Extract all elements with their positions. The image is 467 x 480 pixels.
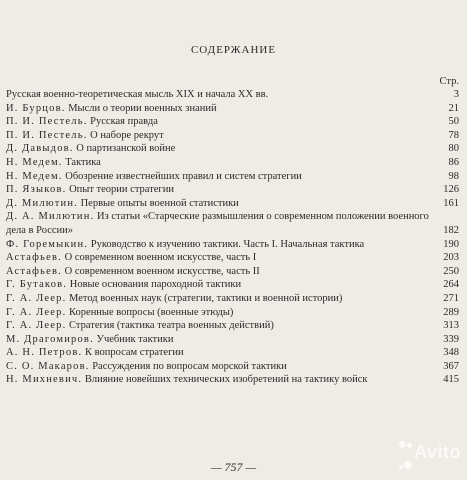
toc-entry-text xyxy=(6,102,241,116)
toc-entry-page: 190 xyxy=(440,238,459,252)
toc-entry-title: Русская правда xyxy=(90,116,158,128)
toc-entry-author: Д. А. Милютин. xyxy=(6,211,95,223)
toc-entry xyxy=(6,373,459,387)
toc-entry-title: Русская военно-теоретическая мысль XIX и начала XX вв. xyxy=(6,89,269,100)
toc-entry-page: 86 xyxy=(446,156,460,170)
toc-entry-author: Н. Михневич. xyxy=(6,374,83,386)
toc-entry-title: Рассуждения по вопросам морской тактики xyxy=(92,360,287,372)
toc-entry-page: 313 xyxy=(440,319,459,333)
toc-entry-title: Влияние новейших технических изобретений на тактику войск xyxy=(84,374,368,386)
toc-entry-page: 78 xyxy=(446,129,460,143)
page-column-header: Стр. xyxy=(439,76,459,87)
toc-entry xyxy=(6,238,459,252)
toc-entry-page: 289 xyxy=(440,306,459,320)
toc-entry-page: 80 xyxy=(446,142,460,156)
watermark-text: Avito xyxy=(414,441,461,462)
toc-entry-author: С. О. Макаров. xyxy=(6,360,90,372)
toc-entry-page: 126 xyxy=(440,183,459,197)
toc-entry-title: О наборе рекрут xyxy=(90,129,164,141)
toc-entry-page: 98 xyxy=(446,170,460,184)
toc-entry-author: Д. Милютин. xyxy=(6,197,78,209)
toc-entry-title: Стратегия (тактика театра военных действий) xyxy=(69,320,274,332)
toc-entry-page: 161 xyxy=(440,197,459,211)
toc-entry-text xyxy=(6,129,188,143)
toc-entry-author: Ф. Горемыкин. xyxy=(6,238,89,250)
toc-entry xyxy=(6,319,459,333)
toc-entry-text xyxy=(6,306,257,320)
toc-entry-text xyxy=(6,251,280,265)
toc-entry-author: П. И. Пестель. xyxy=(6,116,88,128)
toc-entry xyxy=(6,183,459,197)
toc-entry xyxy=(6,170,459,184)
toc-entry-title: О современном военном искусстве, часть II xyxy=(64,265,260,277)
toc-entry xyxy=(6,156,459,170)
toc-entry xyxy=(6,102,459,116)
avito-watermark xyxy=(399,432,461,474)
toc-entry-author: Н. Медем. xyxy=(6,170,63,182)
page-title: СОДЕРЖАНИЕ xyxy=(190,44,277,56)
toc-entry-text xyxy=(6,197,263,211)
toc-entry-text xyxy=(6,115,182,129)
toc-entry xyxy=(6,197,459,211)
toc-entry-title: Метод военных наук (стратегии, тактики и военной истории) xyxy=(69,292,343,304)
toc-entry-page: 367 xyxy=(440,360,459,374)
toc-entry-text xyxy=(6,183,198,197)
toc-entry-text xyxy=(6,142,199,156)
toc-entry xyxy=(6,306,459,320)
avito-logo-icon xyxy=(399,432,412,474)
toc-entry-text xyxy=(6,319,298,333)
toc-entry-page: 203 xyxy=(440,251,459,265)
toc-entry xyxy=(6,346,459,360)
toc-entry-author: Г. А. Леер. xyxy=(6,306,67,318)
toc-entry-author: П. И. Пестель. xyxy=(6,129,88,141)
toc-entry-title: К вопросам стратегии xyxy=(84,347,184,359)
toc-entry-text xyxy=(6,292,366,306)
toc-entry-author: Н. Медем. xyxy=(6,156,63,168)
toc-entry-author: Астафьев. xyxy=(6,252,62,264)
toc-entry-author: Г. А. Леер. xyxy=(6,292,67,304)
toc-entry-title: О партизанской войне xyxy=(76,143,176,155)
toc-entry xyxy=(6,142,459,156)
toc-entry-page: 339 xyxy=(440,333,459,347)
toc-entry-text xyxy=(6,360,311,374)
toc-entry-text xyxy=(6,238,459,252)
toc-entry xyxy=(6,265,459,279)
toc-entry-page: 250 xyxy=(440,265,459,279)
toc-entry-text xyxy=(6,265,284,279)
toc-entry xyxy=(6,360,459,374)
toc-entry xyxy=(6,88,459,102)
toc-entry-title: Руководство к изучению тактики. Часть I. Начальная тактика xyxy=(90,238,365,250)
toc-entry-author: Астафьев. xyxy=(6,265,62,277)
toc-entry-author: Д. Давыдов. xyxy=(6,143,74,155)
toc-entry-text xyxy=(6,333,197,347)
toc-entry-text xyxy=(6,346,208,360)
toc-entry-author: П. Языков. xyxy=(6,184,67,196)
toc-entry-page: 3 xyxy=(451,88,459,102)
toc-entry-title: Коренные вопросы (военные этюды) xyxy=(69,306,234,318)
toc-entry-title: Учебник тактики xyxy=(96,333,174,345)
toc-entry-title: Мысли о теории военных знаний xyxy=(68,102,217,114)
toc-entry-author: М. Драгомиров. xyxy=(6,333,94,345)
toc-entry-title: Обозрение известнейших правил и систем стратегии xyxy=(65,170,302,182)
toc-entry xyxy=(6,278,459,292)
toc-entry-title: Тактика xyxy=(65,156,101,168)
toc-entry-text xyxy=(6,156,125,170)
toc-entry-page: 21 xyxy=(446,102,460,116)
toc-entry-text xyxy=(6,210,459,237)
toc-entry-page: 348 xyxy=(440,346,459,360)
toc-entry-title: Первые опыты военной статистики xyxy=(80,197,239,209)
toc-entry-text xyxy=(6,373,391,387)
toc-entry-title: Опыт теории стратегии xyxy=(69,184,174,196)
toc-entry-title: О современном военном искусстве, часть I xyxy=(64,252,257,264)
toc-entry xyxy=(6,333,459,347)
toc-entry-page: 264 xyxy=(440,278,459,292)
toc-entry-page: 415 xyxy=(440,373,459,387)
toc-entry-text xyxy=(6,88,292,102)
toc-entry-author: И. Бурцов. xyxy=(6,102,66,114)
toc-entry-author: А. Н. Петров. xyxy=(6,347,83,359)
toc-entry-text xyxy=(6,170,326,184)
toc-entry xyxy=(6,129,459,143)
toc-entry-author: Г. Бутаков. xyxy=(6,279,68,291)
toc-entry-title: Из статьи «Старческие размышления о современном положении военного дела в России» xyxy=(6,211,429,236)
toc-entry xyxy=(6,251,459,265)
toc-entry-author: Г. А. Леер. xyxy=(6,320,67,332)
toc-entry-page: 271 xyxy=(440,292,459,306)
toc-entry-title: Новые основания пароходной тактики xyxy=(69,279,242,291)
page-number: — 757 — xyxy=(210,460,257,474)
toc-entry xyxy=(6,292,459,306)
toc-entry-text xyxy=(6,278,265,292)
toc-entry-page: 50 xyxy=(446,115,460,129)
toc-entry xyxy=(6,115,459,129)
toc-entry-page: 182 xyxy=(440,224,459,238)
table-of-contents xyxy=(6,88,459,387)
toc-entry xyxy=(6,210,459,237)
